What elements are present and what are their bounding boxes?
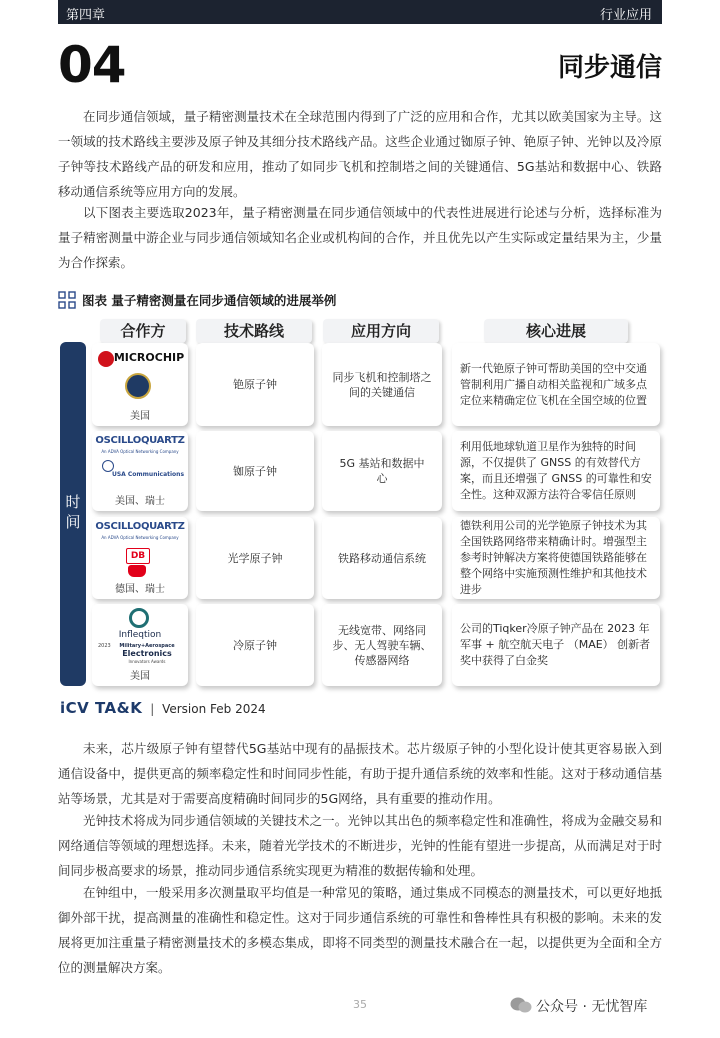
column-header-application: 应用方向 [323,319,439,343]
section-label: 行业应用 [599,8,652,23]
partner-logo-text: OSCILLOQUARTZ [95,521,185,532]
application-cell: 铁路移动通信系统 [322,517,442,599]
figure-caption [58,291,336,312]
train-icon [128,565,146,577]
chapter-title: 同步通信 [557,53,662,83]
column-header-tech: 技术路线 [196,319,312,343]
body-paragraph-3: 在钟组中，一般采用多次测量取平均值是一种常见的策略，通过集成不同模态的测量技术，可以更好地抵御外部干扰，提高测量的准确性和稳定性。这对于同步通信系统的可靠性和鲁棒性具有积极的影响。未来的发展将更加注重量子精密测量技术的多模态集成，即将不同类型的测量技术融合在一起，以提供更为全面和全方位的测量解决方案。 [58,885,662,975]
partner-cell [92,343,188,426]
award-year: 2023 [98,643,111,649]
timeline-label: 时 间 [65,493,81,531]
progress-cell: 公司的Tiqker冷原子钟产品在 2023 年军事 + 航空航天电子 （MAE） 创新者奖中获得了白金奖 [452,604,660,686]
grid-icon [58,291,76,312]
chapter-label: 第四章 [66,8,106,23]
partner-logo-text: Infleqtion [118,630,162,640]
partner-logo-subtext: An ADVA Optical Networking Company [101,449,179,454]
column-header-partner: 合作方 [100,319,186,343]
source-brand: iCV TA&K [60,699,143,717]
body-paragraph-1: 未来，芯片级原子钟有望替代5G基站中现有的晶振技术。芯片级原子钟的小型化设计使其更容易嵌入到通信设备中，提供更高的频率稳定性和时间同步性能，有助于提升通信系统的效率和性能。这对于移动通信基站等场景，尤其是对于需要高度精确时间同步的5G网络，具有重要的推动作用。 [58,741,662,806]
intro-paragraph-2: 以下图表主要选取2023年，量子精密测量在同步通信领域中的代表性进展进行论述与分析，选择标准为量子精密测量中游企业与同步通信领域知名企业或机构间的合作，并且优先以产生实际或定量结果为主，少量为合作探索。 [58,205,662,270]
timeline-bar [60,342,86,686]
source-note: iCV TA&K | Version Feb 2024 [60,699,266,717]
intro-paragraph-1: 在同步通信领域，量子精密测量技术在全球范围内得到了广泛的应用和合作，尤其以欧美国家为主导。这一领域的技术路线主要涉及原子钟及其细分技术路线产品。这些企业通过铷原子钟、铯原子钟、光钟以及冷原子钟等技术路线产品的研发和应用，推动了如同步飞机和控制塔之间的关键通信、5G基站和数据中心、铁路移动通信系统等应用方向的发展。 [58,109,662,199]
body-paragraph-2: 光钟技术将成为同步通信领域的关键技术之一。光钟以其出色的频率稳定性和准确性，将成为金融交易和网络通信等领域的理想选择。未来，随着光学技术的不断进步，光钟的性能有望进一步提高，从而满足对于时间同步极高要求的场景，推动同步通信系统实现更为精准的数据传输和处理。 [58,813,662,878]
partner-cell [92,604,188,686]
db-logo: DB [126,548,150,564]
application-cell: 5G 基站和数据中心 [322,431,442,511]
source-version: Version Feb 2024 [162,702,266,716]
column-header-progress: 核心进展 [484,319,628,343]
partner-country: 美国 [130,411,150,422]
partner-cell [92,517,188,599]
figure-caption-text: 图表 量子精密测量在同步通信领域的进展举例 [82,293,337,308]
tech-cell: 冷原子钟 [196,604,314,686]
watermark-text: 公众号 · 无忧智库 [536,999,648,1015]
progress-cell: 新一代铯原子钟可帮助美国的空中交通管制利用广播自动相关监视和广域多点定位来精确定位飞机在全国空域的位置 [452,343,660,426]
partner-country: 德国、瑞士 [115,584,165,595]
award-text: Innovators Awards [128,659,166,664]
seal-logo-icon [125,373,151,399]
partner-cell [92,431,188,511]
partner-logo-text: MICROCHIP [113,351,185,364]
watermark [510,996,647,1018]
page-number: 35 [353,998,367,1011]
partner-country: 美国 [130,671,150,682]
chapter-number: 04 [58,36,126,94]
award-text: Military+Aerospace [119,643,175,649]
tech-cell: 铯原子钟 [196,343,314,426]
partner-logo-subtext: An ADVA Optical Networking Company [101,535,179,540]
wechat-icon [510,996,532,1018]
partner-logo-text: USA Communications [111,471,185,478]
application-cell: 同步飞机和控制塔之间的关键通信 [322,343,442,426]
infleqtion-logo-icon [129,608,149,628]
progress-cell: 利用低地球轨道卫星作为独特的时间源，不仅提供了 GNSS 的有效替代方案，而且还增强了 GNSS 的可靠性和安全性。这种双源方法符合零信任原则 [452,431,660,511]
tech-cell: 铷原子钟 [196,431,314,511]
award-text: Electronics [122,649,172,658]
tech-cell: 光学原子钟 [196,517,314,599]
partner-country: 美国、瑞士 [115,496,165,507]
application-cell: 无线宽带、网络同步、无人驾驶车辆、传感器网络 [322,604,442,686]
progress-cell: 德铁利用公司的光学铯原子钟技术为其全国铁路网络带来精确计时。增强型主参考时钟解决方案将使德国铁路能够在整个网络中实施预测性维护和其他技术进步 [452,517,660,599]
partner-logo-text: OSCILLOQUARTZ [95,435,185,446]
chapter-header-bar [58,0,662,24]
